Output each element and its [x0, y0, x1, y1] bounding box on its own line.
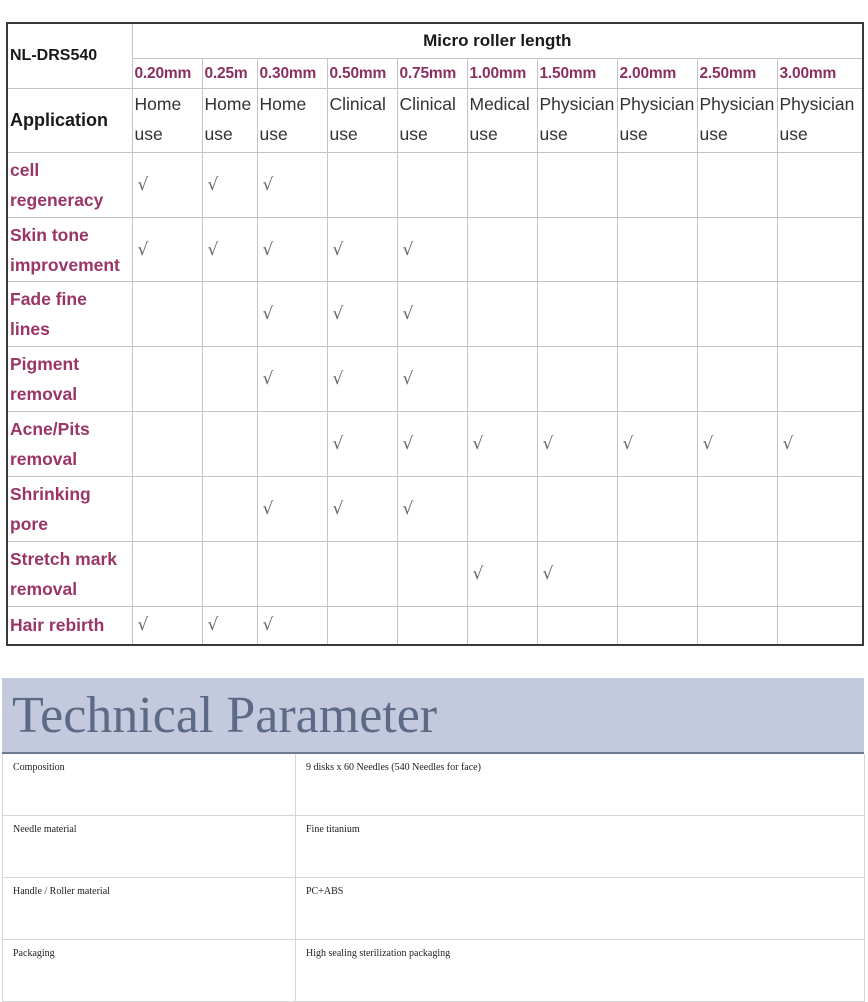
check-cell — [257, 606, 327, 645]
check-cell — [617, 347, 697, 412]
check-mark-icon: √ — [137, 615, 149, 636]
check-cell — [397, 541, 467, 606]
application-row — [7, 347, 863, 412]
check-cell — [202, 217, 257, 282]
check-mark-icon: √ — [262, 615, 274, 636]
check-cell — [132, 347, 202, 412]
check-mark-icon: √ — [207, 239, 219, 260]
parameter-value: 9 disks x 60 Needles (540 Needles for face) — [296, 754, 865, 816]
application-name: Fade fine lines — [7, 282, 132, 347]
check-mark-icon: √ — [472, 434, 484, 455]
check-mark-icon: √ — [402, 304, 414, 325]
check-cell — [537, 217, 617, 282]
check-cell — [467, 217, 537, 282]
check-cell — [617, 152, 697, 217]
application-name: Acne/Pits removal — [7, 412, 132, 477]
check-cell — [467, 606, 537, 645]
check-cell — [257, 282, 327, 347]
length-header-cell: 0.25m — [202, 59, 257, 88]
use-type-cell: Medical use — [467, 88, 537, 152]
check-cell — [132, 217, 202, 282]
check-cell — [467, 412, 537, 477]
check-cell — [132, 477, 202, 542]
length-row — [7, 59, 863, 88]
check-cell — [202, 412, 257, 477]
use-type-cell: Physician use — [617, 88, 697, 152]
check-cell — [257, 152, 327, 217]
check-cell — [327, 217, 397, 282]
application-row — [7, 152, 863, 217]
parameter-name: Handle / Roller material — [3, 878, 296, 940]
parameter-value: Fine titanium — [296, 816, 865, 878]
parameter-row — [3, 940, 865, 1002]
check-mark-icon: √ — [542, 563, 554, 584]
check-mark-icon: √ — [702, 434, 714, 455]
parameter-name: Needle material — [3, 816, 296, 878]
check-cell — [132, 606, 202, 645]
application-name: Shrinking pore — [7, 477, 132, 542]
use-type-cell: Physician use — [537, 88, 617, 152]
check-cell — [202, 282, 257, 347]
check-cell — [777, 412, 863, 477]
use-row — [7, 88, 863, 152]
check-cell — [132, 152, 202, 217]
application-row — [7, 606, 863, 645]
check-cell — [132, 282, 202, 347]
check-cell — [697, 477, 777, 542]
parameter-row — [3, 754, 865, 816]
length-header-cell: 0.20mm — [132, 59, 202, 88]
length-header-cell: 0.30mm — [257, 59, 327, 88]
check-mark-icon: √ — [262, 174, 274, 195]
parameter-row — [3, 878, 865, 940]
check-cell — [202, 152, 257, 217]
parameter-row — [3, 816, 865, 878]
check-cell — [537, 606, 617, 645]
check-mark-icon: √ — [542, 434, 554, 455]
check-cell — [327, 347, 397, 412]
check-mark-icon: √ — [472, 563, 484, 584]
check-mark-icon: √ — [402, 369, 414, 390]
use-type-cell: Clinical use — [327, 88, 397, 152]
check-cell — [777, 282, 863, 347]
check-cell — [777, 152, 863, 217]
check-cell — [202, 541, 257, 606]
length-header-cell: 2.50mm — [697, 59, 777, 88]
check-cell — [697, 606, 777, 645]
check-mark-icon: √ — [402, 499, 414, 520]
check-cell — [537, 152, 617, 217]
technical-parameter-header — [2, 678, 864, 754]
model-name: NL-DRS540 — [7, 23, 132, 88]
length-header-cell: 3.00mm — [777, 59, 863, 88]
check-mark-icon: √ — [332, 434, 344, 455]
check-mark-icon: √ — [137, 239, 149, 260]
application-name: Stretch mark removal — [7, 541, 132, 606]
application-row — [7, 412, 863, 477]
check-cell — [257, 477, 327, 542]
check-cell — [777, 347, 863, 412]
check-cell — [617, 282, 697, 347]
check-cell — [327, 152, 397, 217]
check-cell — [777, 606, 863, 645]
check-cell — [697, 282, 777, 347]
check-cell — [202, 347, 257, 412]
check-mark-icon: √ — [332, 239, 344, 260]
micro-roller-application-table — [6, 22, 864, 646]
use-type-cell: Physician use — [777, 88, 863, 152]
check-cell — [257, 412, 327, 477]
check-cell — [697, 541, 777, 606]
check-cell — [467, 347, 537, 412]
application-name: Skin tone improvement — [7, 217, 132, 282]
check-cell — [397, 282, 467, 347]
technical-parameter-table — [2, 754, 865, 1002]
length-header-cell: 1.50mm — [537, 59, 617, 88]
check-mark-icon: √ — [207, 174, 219, 195]
check-cell — [257, 347, 327, 412]
check-mark-icon: √ — [622, 434, 634, 455]
use-type-cell: Physician use — [697, 88, 777, 152]
use-type-cell: Clinical use — [397, 88, 467, 152]
check-mark-icon: √ — [332, 499, 344, 520]
check-cell — [537, 541, 617, 606]
check-cell — [397, 347, 467, 412]
check-cell — [697, 412, 777, 477]
parameter-value: High sealing sterilization packaging — [296, 940, 865, 1002]
check-cell — [617, 477, 697, 542]
use-type-cell: Home use — [202, 88, 257, 152]
length-header-cell: 2.00mm — [617, 59, 697, 88]
application-name: cell regeneracy — [7, 152, 132, 217]
parameter-name: Packaging — [3, 940, 296, 1002]
check-cell — [467, 282, 537, 347]
check-cell — [202, 606, 257, 645]
check-cell — [777, 217, 863, 282]
check-cell — [327, 606, 397, 645]
check-cell — [132, 541, 202, 606]
check-mark-icon: √ — [402, 434, 414, 455]
check-cell — [397, 217, 467, 282]
check-cell — [467, 541, 537, 606]
check-cell — [397, 477, 467, 542]
check-mark-icon: √ — [262, 499, 274, 520]
use-type-cell: Home use — [132, 88, 202, 152]
check-cell — [537, 282, 617, 347]
check-cell — [257, 217, 327, 282]
check-mark-icon: √ — [137, 174, 149, 195]
application-name: Pigment removal — [7, 347, 132, 412]
application-row — [7, 477, 863, 542]
check-cell — [467, 152, 537, 217]
length-header-cell: 0.75mm — [397, 59, 467, 88]
check-mark-icon: √ — [402, 239, 414, 260]
check-cell — [397, 152, 467, 217]
check-cell — [397, 606, 467, 645]
check-cell — [537, 412, 617, 477]
check-cell — [617, 541, 697, 606]
check-cell — [777, 541, 863, 606]
check-cell — [697, 217, 777, 282]
technical-parameter-title: Technical Parameter — [12, 687, 438, 744]
check-cell — [467, 477, 537, 542]
check-mark-icon: √ — [207, 615, 219, 636]
check-cell — [537, 477, 617, 542]
check-cell — [537, 347, 617, 412]
check-mark-icon: √ — [262, 304, 274, 325]
length-header-cell: 1.00mm — [467, 59, 537, 88]
application-name: Hair rebirth — [7, 606, 132, 645]
check-cell — [327, 412, 397, 477]
check-mark-icon: √ — [332, 304, 344, 325]
check-cell — [697, 152, 777, 217]
application-label: Application — [7, 88, 132, 152]
length-header-cell: 0.50mm — [327, 59, 397, 88]
check-cell — [397, 412, 467, 477]
application-row — [7, 541, 863, 606]
check-mark-icon: √ — [782, 434, 794, 455]
check-cell — [327, 282, 397, 347]
check-cell — [697, 347, 777, 412]
parameter-name: Composition — [3, 754, 296, 816]
check-cell — [202, 477, 257, 542]
check-mark-icon: √ — [332, 369, 344, 390]
check-mark-icon: √ — [262, 239, 274, 260]
check-cell — [132, 412, 202, 477]
use-type-cell: Home use — [257, 88, 327, 152]
check-cell — [327, 541, 397, 606]
check-cell — [327, 477, 397, 542]
check-cell — [617, 606, 697, 645]
application-row — [7, 217, 863, 282]
application-row — [7, 282, 863, 347]
check-cell — [257, 541, 327, 606]
parameter-value: PC+ABS — [296, 878, 865, 940]
check-mark-icon: √ — [262, 369, 274, 390]
check-cell — [617, 412, 697, 477]
check-cell — [777, 477, 863, 542]
check-cell — [617, 217, 697, 282]
micro-roller-length-header: Micro roller length — [132, 23, 863, 59]
